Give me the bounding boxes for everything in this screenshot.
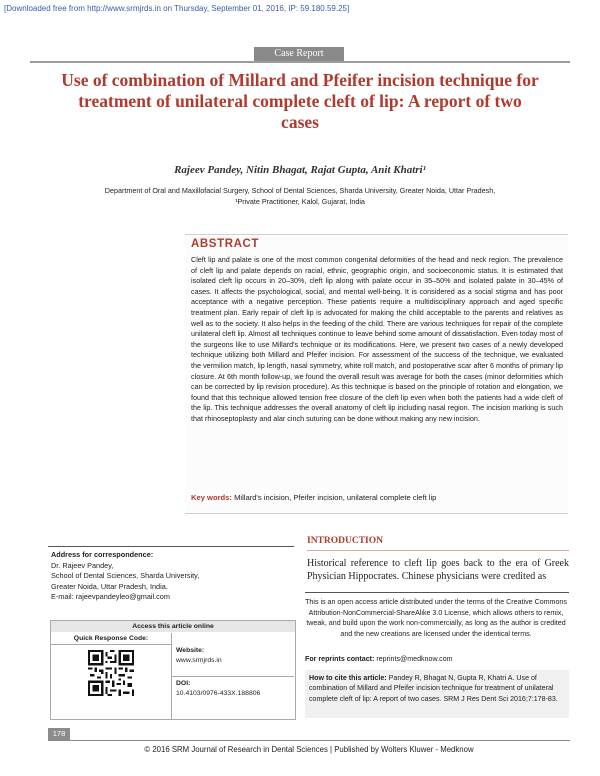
footer-divider: [48, 740, 570, 741]
citation: [309, 673, 565, 704]
abstract-heading: ABSTRACT: [191, 238, 260, 250]
keywords-label: Key words:: [191, 493, 232, 502]
qr-code-icon[interactable]: [88, 650, 134, 696]
access-divider-qr: [51, 644, 171, 645]
doi-label: DOI:: [176, 680, 191, 687]
header-divider: [30, 61, 570, 63]
correspondence-divider: [48, 546, 294, 547]
doi-link[interactable]: 10.4103/0976-433X.188806: [176, 690, 261, 697]
correspondence-email[interactable]: E-mail: rajeevpandeyleo@gmail.com: [51, 592, 170, 601]
open-access-notice: This is an open access article distributed under the terms of the Creative Commons Attribution-NonCommercial-ShareAlike 3.0 License, which allows others to remix, tweak, and build upon the work non-commercially, as long as the author is credited and the new creations are licensed under the identical terms.: [305, 598, 567, 638]
page-number: 178: [48, 728, 70, 740]
affiliations: [60, 185, 540, 207]
affiliation-2: ¹Private Practitioner, Kalol, Gujarat, India: [235, 197, 365, 206]
journal-footer: © 2016 SRM Journal of Research in Dental Sciences | Published by Wolters Kluwer - Medknow: [144, 745, 474, 754]
citation-text: Pandey R, Bhagat N, Gupta R, Khatri A. Use of combination of Millard and Pfeifer incision technique for treatment of unilateral complete cleft of lip: A report of two cases. SRM J Res Dent Sci 2016;7:178-83.: [309, 674, 558, 703]
keywords: [191, 493, 563, 502]
correspondence-line2: Greater Noida, Uttar Pradesh, India.: [51, 581, 168, 591]
citation-label: How to cite this article:: [309, 674, 387, 682]
introduction-text: Historical reference to cleft lip goes back to the era of Greek Physician Hippocrates. Chinese physicians were credited as: [307, 558, 569, 582]
article-title: Use of combination of Millard and Pfeifer incision technique for treatment of unilateral complete cleft of lip: A report of two cases: [61, 70, 539, 132]
affiliation-1: Department of Oral and Maxillofacial Surgery, School of Dental Sciences, Sharda University, Greater Noida, Uttar Pradesh,: [104, 186, 496, 195]
website-link[interactable]: www.srmjrds.in: [176, 657, 222, 664]
section-label: Case Report: [254, 47, 344, 61]
keywords-value: Millard's incision, Pfeifer incision, unilateral complete cleft lip: [234, 493, 437, 502]
reprints-email[interactable]: reprints@medknow.com: [376, 655, 453, 663]
qr-label: Quick Response Code:: [73, 635, 149, 642]
reprints-label: For reprints contact:: [305, 655, 375, 663]
download-banner: [Downloaded free from http://www.srmjrds.in on Thursday, September 01, 2016, IP: 59.180.59.25]: [4, 4, 350, 13]
author-list: Rajeev Pandey, Nitin Bhagat, Rajat Gupta, Anit Khatri¹: [174, 164, 426, 176]
reprints-line: [305, 655, 453, 663]
access-divider-doi: [172, 676, 294, 677]
correspondence-line1: School of Dental Sciences, Sharda University,: [51, 571, 200, 580]
correspondence-name: Dr. Rajeev Pandey,: [51, 560, 114, 570]
introduction-divider: [307, 550, 569, 551]
abstract-text: Cleft lip and palate is one of the most common congenital deformities of the head and neck region. The prevalence of cleft lip and palate depends on racial, ethnic, geographic origin, and socioeconomic status. It is estimated that isolated cleft lip occurs in 20–30%, cleft lip along with palate occur in 35–50% and isolated palate in 30–45% of cases. It affects the psychological, social, and mental well-being. It is considered as a social stigma and has poor acceptance with a negative perception. These patients require a multidisciplinary approach and aged specific treatment plan. Early repair of cleft lip is advocated for making the child acceptable to the parents and relatives as well as to the society. It also helps in the feeding of the child. There are various techniques for repair of the complete unilateral cleft lip. Almost all techniques continue to leave behind some amount of dissatisfaction. Even today most of the surgeons like to use Millard's technique or its modifications. Here, we present two cases of a newly developed technique utilizing both Millard and Pfeifer incision. For assessment of the success of the technique, we evaluated the vermilion match, lip length, nasal symmetry, white roll match, and postoperative scar after 6 months of primary lip closure. At 6th month follow-up, we found the overall result was average for both the cases (minor deformities which can be corrected by lip revision procedure). As this technique is based on the principle of rotation and elongation, we found that this technique allowed tension free closure of the cleft lip even when both the patients had a wide cleft of the lip. This technique addresses the overall anatomy of cleft lip including nasal region. The incision marking is such that rhinoseptoplasty and alar cinch suturing can be done without making any new incision.: [191, 255, 563, 423]
correspondence-block: [51, 550, 291, 603]
access-heading: Access this article online: [51, 621, 295, 632]
website-label: Website:: [176, 647, 205, 654]
introduction-heading: INTRODUCTION: [307, 536, 384, 546]
correspondence-title: Address for correspondence:: [51, 550, 154, 559]
open-access-divider: [305, 592, 569, 593]
